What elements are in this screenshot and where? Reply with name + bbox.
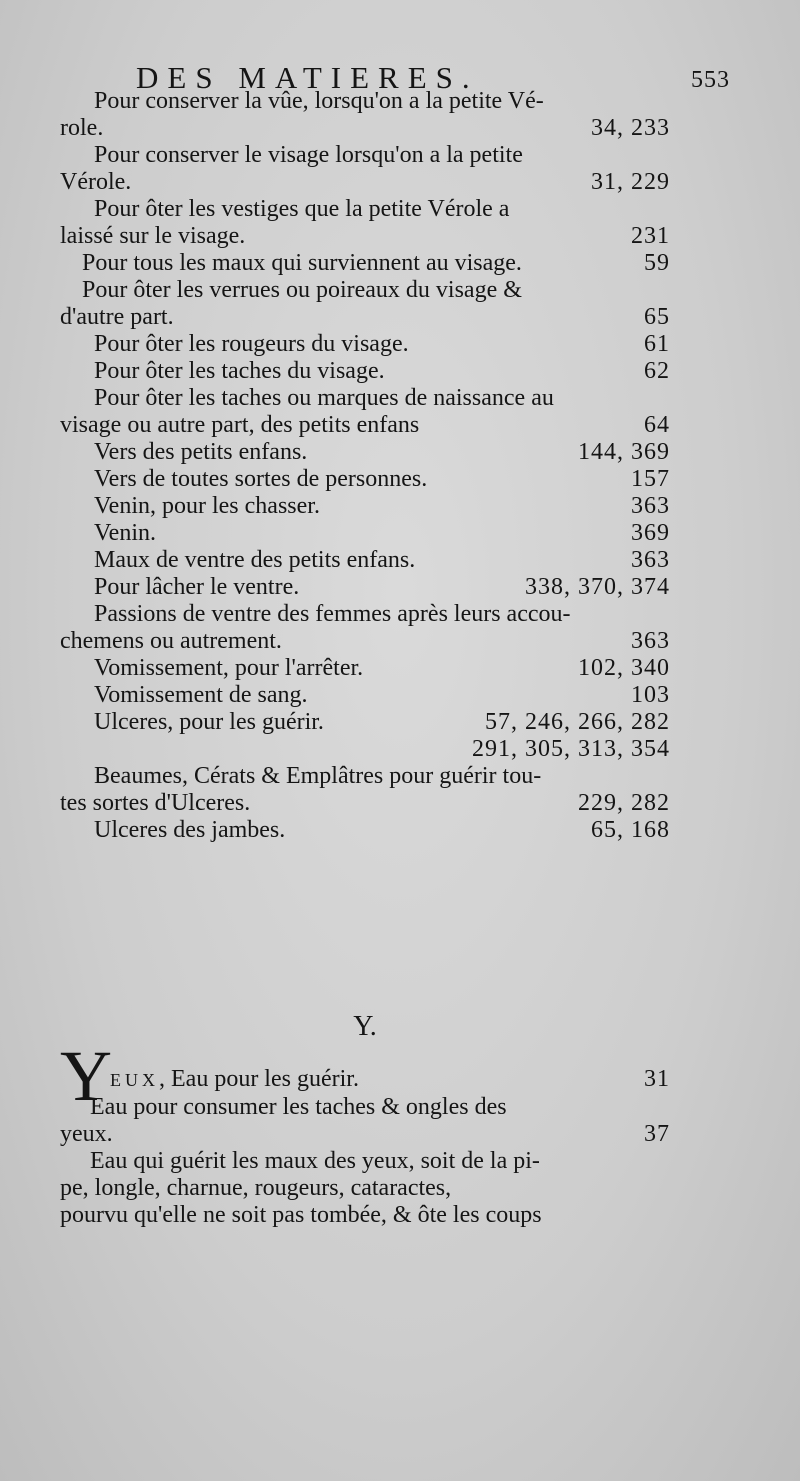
- entry-line: Vers des petits enfans.: [94, 439, 308, 465]
- page-reference: 103: [631, 682, 670, 708]
- index-entry: [60, 466, 670, 493]
- index-entry-continuation: [60, 1202, 670, 1229]
- entry-line: Pour conserver la vûe, lorsqu'on a la petite Vé-: [94, 88, 544, 114]
- index-entries: [60, 88, 670, 844]
- entry-line: role.: [60, 115, 104, 141]
- entry-line: Venin, pour les chasser.: [94, 493, 320, 519]
- entry-line: Pour tous les maux qui surviennent au visage.: [82, 250, 522, 276]
- page-reference: 363: [631, 547, 670, 573]
- page-reference: 31: [644, 1066, 670, 1092]
- page-reference: 369: [631, 520, 670, 546]
- entry-line: Pour ôter les vestiges que la petite Vérole a: [94, 196, 510, 222]
- page-reference: 31, 229: [591, 169, 670, 195]
- entry-line: Eau qui guérit les maux des yeux, soit de la pi-: [90, 1148, 540, 1174]
- page-reference: 57, 246, 266, 282: [485, 709, 670, 735]
- entry-line: Pour ôter les taches ou marques de naissance au: [94, 385, 554, 411]
- page-reference: 338, 370, 374: [525, 574, 670, 600]
- page-reference: 65: [644, 304, 670, 330]
- index-entry-continuation: [60, 412, 670, 439]
- index-entry: [60, 1148, 670, 1175]
- entry-line: Vomissement, pour l'arrêter.: [94, 655, 364, 681]
- index-entry: [60, 574, 670, 601]
- page-reference: 37: [644, 1121, 670, 1147]
- section-heading: Y.: [353, 1011, 377, 1042]
- entry-line: Pour ôter les rougeurs du visage.: [94, 331, 409, 357]
- index-entry: [60, 1094, 670, 1121]
- entry-line: chemens ou autrement.: [60, 628, 282, 654]
- index-entry-continuation: [60, 628, 670, 655]
- entry-line: Maux de ventre des petits enfans.: [94, 547, 416, 573]
- index-entry: [60, 763, 670, 790]
- entry-line: Pour lâcher le ventre.: [94, 574, 300, 600]
- entry-line: Eau pour consumer les taches & ongles des: [90, 1094, 507, 1120]
- drop-capital: Y: [60, 1036, 112, 1116]
- entry-line: Ulceres, pour les guérir.: [94, 709, 324, 735]
- page-reference: 144, 369: [578, 439, 670, 465]
- entry-line: Vomissement de sang.: [94, 682, 308, 708]
- index-entry: [60, 88, 670, 115]
- entry-line: Pour conserver le visage lorsqu'on a la petite: [94, 142, 523, 168]
- index-entry: [60, 601, 670, 628]
- header-title: DES MATIERES.: [136, 60, 479, 95]
- entry-line: yeux.: [60, 1121, 113, 1147]
- entry-line: Pour ôter les taches du visage.: [94, 358, 385, 384]
- index-entry: [60, 1040, 670, 1094]
- index-entry: [60, 547, 670, 574]
- index-entry-continuation: [60, 1121, 670, 1148]
- entry-line: pourvu qu'elle ne soit pas tombée, & ôte les coups: [60, 1202, 542, 1228]
- page-reference: 231: [631, 223, 670, 249]
- entry-line: visage ou autre part, des petits enfans: [60, 412, 420, 438]
- index-entry: [60, 709, 670, 736]
- index-entry: [60, 655, 670, 682]
- page-reference: 65, 168: [591, 817, 670, 843]
- entry-line: Ulceres des jambes.: [94, 817, 286, 843]
- entry-line: [60, 736, 66, 762]
- index-entry: [60, 682, 670, 709]
- index-entry-continuation: [60, 736, 670, 763]
- index-entry-continuation: [60, 790, 670, 817]
- page-reference: 102, 340: [578, 655, 670, 681]
- entry-line: Vers de toutes sortes de personnes.: [94, 466, 428, 492]
- index-entry-continuation: [60, 304, 670, 331]
- entry-line: Passions de ventre des femmes après leurs accou-: [94, 601, 571, 627]
- index-entry-continuation: [60, 115, 670, 142]
- index-entry: [60, 520, 670, 547]
- entry-line: tes sortes d'Ulceres.: [60, 790, 251, 816]
- page-reference: 363: [631, 493, 670, 519]
- index-entry: [60, 142, 670, 169]
- index-entry: [60, 358, 670, 385]
- index-entry: [60, 439, 670, 466]
- section-y-entries: [60, 1036, 670, 1229]
- index-entry-continuation: [60, 1175, 670, 1202]
- index-entry-continuation: [60, 169, 670, 196]
- first-word: EUX: [110, 1070, 159, 1090]
- page-number: 553: [691, 67, 730, 93]
- entry-line: d'autre part.: [60, 304, 174, 330]
- page-reference: 157: [631, 466, 670, 492]
- entry-line: Beaumes, Cérats & Emplâtres pour guérir tou-: [94, 763, 542, 789]
- entry-line: Pour ôter les verrues ou poireaux du visage &: [82, 277, 522, 303]
- index-entry: [60, 331, 670, 358]
- entry-line: Venin.: [94, 520, 156, 546]
- page-reference: 61: [644, 331, 670, 357]
- page-reference: 363: [631, 628, 670, 654]
- index-entry: [60, 196, 670, 223]
- entry-line: pe, longle, charnue, rougeurs, cataractes,: [60, 1175, 452, 1201]
- page-reference: 64: [644, 412, 670, 438]
- index-entry: [60, 385, 670, 412]
- entry-line: Vérole.: [60, 169, 132, 195]
- index-entry: [60, 493, 670, 520]
- index-entry: [60, 250, 670, 277]
- page-reference: 229, 282: [578, 790, 670, 816]
- index-entry-continuation: [60, 223, 670, 250]
- index-entry: [60, 817, 670, 844]
- entry-line: , Eau pour les guérir.: [159, 1066, 359, 1092]
- page-reference: 34, 233: [591, 115, 670, 141]
- page-reference: 62: [644, 358, 670, 384]
- page-reference: 291, 305, 313, 354: [472, 736, 670, 762]
- page-reference: 59: [644, 250, 670, 276]
- entry-line: laissé sur le visage.: [60, 223, 246, 249]
- index-entry: [60, 277, 670, 304]
